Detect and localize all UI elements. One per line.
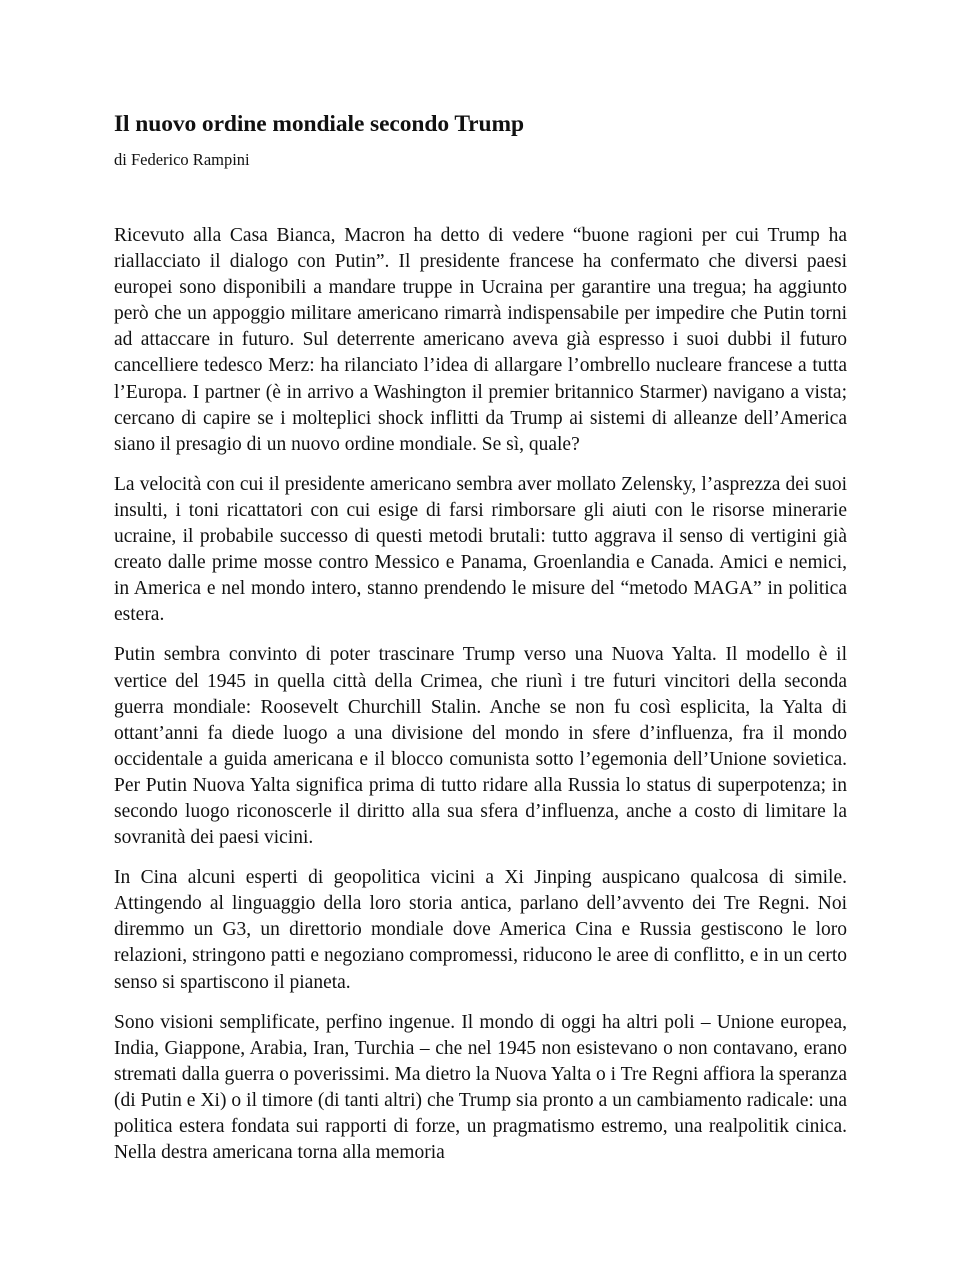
article-title: Il nuovo ordine mondiale secondo Trump	[114, 111, 524, 137]
article-paragraph: Ricevuto alla Casa Bianca, Macron ha detto di vedere “buone ragioni per cui Trump ha riallacciato il dialogo con Putin”. Il presidente francese ha confermato che diversi paesi europei sono disponibili a mandare truppe in Ucraina per garantire una tregua; ha aggiunto però che un appoggio militare americano rimarrà indispensabile per impedire che Putin torni ad attaccare in futuro. Sul deterrente americano aveva già espresso i suoi dubbi il futuro cancelliere tedesco Merz: ha rilanciato l’idea di allargare l’ombrello nucleare francese a tutta l’Europa. I partner (è in arrivo a Washington il premier britannico Starmer) navigano a vista; cercano di capire se i molteplici shock inflitti da Trump ai sistemi di alleanze dell’America siano il presagio di un nuovo ordine mondiale. Se sì, quale?	[114, 225, 847, 455]
article-byline: di Federico Rampini	[114, 150, 250, 169]
article-paragraph: Putin sembra convinto di poter trascinare Trump verso una Nuova Yalta. Il modello è il vertice del 1945 in quella città della Crimea, che riunì i tre futuri vincitori della seconda guerra mondiale: Roosevelt Churchill Stalin. Anche se non fu così esplicita, la Yalta di ottant’anni fa diede luogo a una divisione del mondo in sfere d’influenza, fra il mondo occidentale a guida americana e il blocco comunista sotto l’egemonia dell’Unione sovietica. Per Putin Nuova Yalta significa prima di tutto ridare alla Russia lo status di superpotenza; in secondo luogo riconoscerle il diritto alla sua sfera d’influenza, anche a costo di limitare la sovranità dei paesi vicini.	[114, 644, 847, 849]
document-page	[114, 108, 847, 1180]
article-body	[114, 223, 847, 1166]
article-paragraph: La velocità con cui il presidente americano sembra aver mollato Zelensky, l’asprezza dei suoi insulti, i toni ricattatori con cui esige di farsi rimborsare gli aiuti con le risorse minerarie ucraine, il probabile successo di questi metodi brutali: tutto aggrava il senso di vertigini già creato dalle prime mosse contro Messico e Panama, Groenlandia e Canada. Amici e nemici, in America e nel mondo intero, stanno prendendo le misure del “metodo MAGA” in politica estera.	[114, 473, 847, 626]
article-paragraph: Sono visioni semplificate, perfino ingenue. Il mondo di oggi ha altri poli – Unione europea, India, Giappone, Arabia, Iran, Turchia – che nel 1945 non esistevano o non contavano, erano stremati dalla guerra o poverissimi. Ma dietro la Nuova Yalta o i Tre Regni affiora la speranza (di Putin e Xi) o il timore (di tanti altri) che Trump sia pronto a un cambiamento radicale: una politica estera fondata sui rapporti di forze, un pragmatismo estremo, una realpolitik cinica. Nella destra americana torna alla memoria	[114, 1011, 847, 1164]
article-paragraph: In Cina alcuni esperti di geopolitica vicini a Xi Jinping auspicano qualcosa di simile. Attingendo al linguaggio della loro storia antica, parlano dell’avvento dei Tre Regni. Noi diremmo un G3, un direttorio mondiale dove America Cina e Russia gestiscono le loro relazioni, stringono patti e negoziano compromessi, riducono le aree di conflitto, e in un certo senso si spartiscono il pianeta.	[114, 867, 847, 993]
